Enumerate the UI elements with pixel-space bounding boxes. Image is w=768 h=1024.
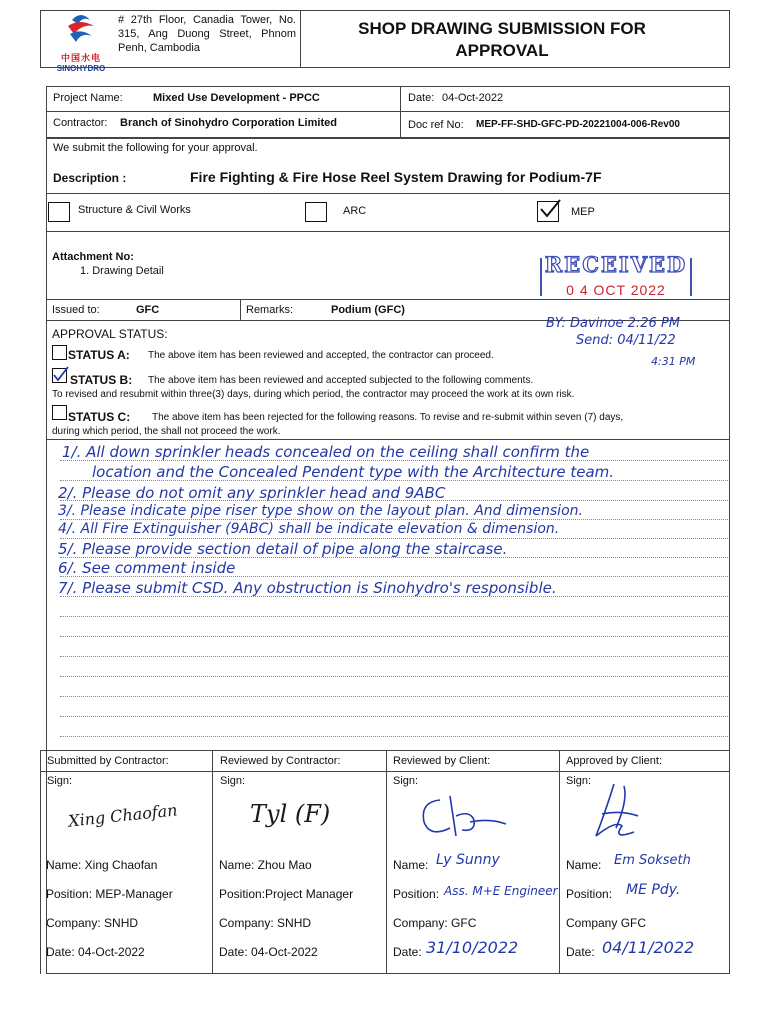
col1-signature: Xing Chaofan — [67, 800, 179, 831]
col4-name-label: Name: — [566, 858, 602, 872]
signoff-vline-2 — [386, 750, 387, 974]
issued-vdivider — [240, 299, 241, 320]
col3-date-hw: 31/10/2022 — [426, 938, 519, 957]
docref-label: Doc ref No: — [408, 119, 464, 131]
logo-text: 中国水电 — [60, 53, 101, 63]
project-info-box — [46, 86, 730, 138]
comment-6: 6/. See comment inside — [58, 559, 236, 577]
signoff-vline-3 — [559, 750, 560, 974]
header-divider — [300, 10, 301, 68]
date-value: 04-Oct-2022 — [442, 92, 504, 104]
attachment-divider — [46, 231, 730, 232]
description-value: Fire Fighting & Fire Hose Reel System Drawing for Podium-7F — [190, 169, 602, 185]
mep-label: MEP — [571, 206, 595, 218]
comment-1: 1/. All down sprinkler heads concealed on the ceiling shall confirm the — [62, 443, 590, 461]
col4-name-hw: Em Sokseth — [614, 853, 691, 868]
status-b-text-line2: To revised and resubmit within three(3) days, during which period, the contractor may proceed the work at its own risk. — [52, 389, 575, 400]
col2-heading: Reviewed by Contractor: — [220, 755, 341, 767]
col1-company: Company: SNHD — [46, 916, 139, 930]
status-c-label: STATUS C: — [68, 410, 131, 424]
col2-signature: Tyl (F) — [250, 800, 331, 828]
comments-top-line — [46, 439, 730, 440]
arc-label: ARC — [343, 205, 367, 217]
structure-label: Structure & Civil Works — [78, 204, 191, 216]
signoff-left-edge — [40, 750, 41, 974]
status-a-label: STATUS A: — [68, 348, 130, 362]
col3-signature — [410, 792, 520, 842]
project-info-vdivider — [400, 86, 401, 138]
col3-heading: Reviewed by Client: — [393, 755, 491, 767]
status-c-text: The above item has been rejected for the following reasons. To revise and re-submit within seven (7) days, — [152, 412, 624, 423]
status-b-checkmark-icon — [52, 366, 70, 384]
checkmark-icon — [538, 198, 562, 220]
status-c-checkbox[interactable] — [52, 405, 67, 420]
contractor-label: Contractor: — [53, 117, 108, 129]
col4-company: Company GFC — [566, 916, 647, 930]
arc-checkbox[interactable] — [305, 202, 327, 222]
col2-company: Company: SNHD — [219, 916, 312, 930]
signoff-vline-1 — [212, 750, 213, 974]
col1-date: Date: 04-Oct-2022 — [46, 945, 145, 959]
col2-position: Position:Project Manager — [219, 887, 354, 901]
col4-signature — [576, 780, 676, 850]
col3-company: Company: GFC — [393, 916, 477, 930]
issued-label: Issued to: — [52, 304, 100, 316]
received-stamp-word: RECEIVED — [544, 252, 688, 277]
col3-name-label: Name: — [393, 858, 429, 872]
project-name-label: Project Name: — [53, 92, 123, 104]
sinohydro-logo-icon — [50, 12, 112, 46]
status-a-text: The above item has been reviewed and accepted, the contractor can proceed. — [148, 350, 494, 361]
col1-name: Name: Xing Chaofan — [46, 858, 158, 872]
docref-value: MEP-FF-SHD-GFC-PD-20221004-006-Rev00 — [476, 119, 680, 130]
mep-checkbox[interactable] — [537, 201, 559, 222]
submission-intro: We submit the following for your approval. — [53, 142, 258, 154]
received-stamp-date: 0 4 OCT 2022 — [566, 282, 666, 298]
received-stamp — [540, 252, 692, 300]
comment-2: 2/. Please do not omit any sprinkler head and 9ABC — [58, 484, 446, 502]
issued-top-divider — [46, 299, 730, 300]
receipt-time: 4:31 PM — [651, 355, 696, 368]
col4-position-hw: ME Pdy. — [626, 882, 681, 898]
status-b-text: The above item has been reviewed and accepted subjected to the following comments. — [148, 375, 534, 386]
project-name-value: Mixed Use Development - PPCC — [153, 92, 320, 104]
col2-sign-label: Sign: — [220, 775, 246, 787]
col1-heading: Submitted by Contractor: — [47, 755, 169, 767]
col3-name-hw: Ly Sunny — [436, 852, 500, 868]
col2-name: Name: Zhou Mao — [219, 858, 312, 872]
attachment-label: Attachment No: — [52, 251, 134, 263]
col3-position-label: Position: — [393, 887, 440, 901]
structure-checkbox[interactable] — [48, 202, 70, 222]
attachment-item: 1. Drawing Detail — [80, 265, 164, 277]
col3-date-label: Date: — [393, 945, 422, 959]
issued-value: GFC — [136, 304, 160, 316]
description-label: Description : — [53, 171, 127, 185]
status-b-label: STATUS B: — [70, 373, 133, 387]
remarks-value: Podium (GFC) — [331, 304, 405, 316]
remarks-label: Remarks: — [246, 304, 294, 316]
col3-sign-label: Sign: — [393, 775, 419, 787]
comment-4: 4/. All Fire Extinguisher (9ABC) shall be indicate elevation & dimension. — [58, 521, 560, 537]
col4-date-label: Date: — [566, 945, 595, 959]
signoff-header-line — [40, 771, 730, 772]
col4-heading: Approved by Client: — [566, 755, 662, 767]
project-info-hdivider — [46, 111, 730, 112]
col3-position-hw: Ass. M+E Engineer — [444, 884, 558, 898]
document-title: SHOP DRAWING SUBMISSION FOR APPROVAL — [358, 19, 646, 60]
logo-sub: SINOHYDRO — [56, 64, 106, 73]
receipt-by: BY: Davinoe 2:26 PM — [546, 316, 680, 331]
col1-sign-label: Sign: — [47, 775, 73, 787]
status-a-checkbox[interactable] — [52, 345, 67, 360]
comment-3: 3/. Please indicate pipe riser type show on the layout plan. And dimension. — [58, 503, 583, 519]
col4-position-label: Position: — [566, 887, 613, 901]
category-divider — [46, 193, 730, 194]
col2-date: Date: 04-Oct-2022 — [219, 945, 318, 959]
contractor-value: Branch of Sinohydro Corporation Limited — [120, 117, 337, 129]
receipt-send: Send: 04/11/22 — [576, 333, 676, 348]
signoff-top-line — [40, 750, 730, 751]
status-c-text-line2: during which period, the shall not proceed the work. — [52, 426, 281, 437]
comment-7: 7/. Please submit CSD. Any obstruction is Sinohydro's responsible. — [58, 579, 557, 597]
company-address: # 27th Floor, Canadia Tower, No. 315, Ang Duong Street, Phnom Penh, Cambodia — [118, 14, 296, 54]
approval-heading: APPROVAL STATUS: — [52, 327, 168, 341]
status-b-checkbox[interactable] — [52, 368, 67, 383]
col4-date-hw: 04/11/2022 — [602, 938, 695, 957]
comment-1b: location and the Concealed Pendent type with the Architecture team. — [92, 463, 615, 481]
comment-5: 5/. Please provide section detail of pipe along the staircase. — [58, 540, 508, 558]
date-label: Date: — [408, 92, 435, 104]
col4-sign-label: Sign: — [566, 775, 592, 787]
sinohydro-logo — [50, 12, 112, 73]
col1-position: Position: MEP-Manager — [46, 887, 173, 901]
